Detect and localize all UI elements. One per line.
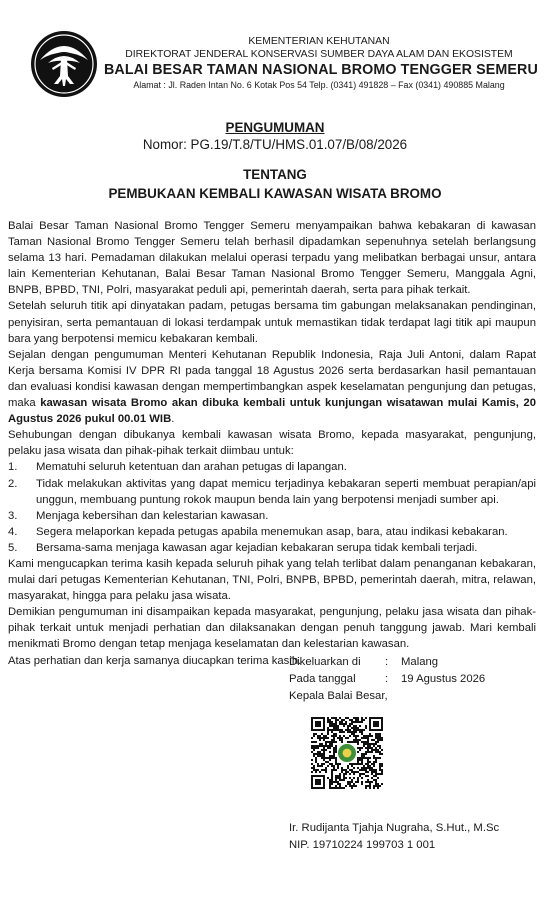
list-item bbox=[8, 524, 536, 540]
paragraph-final-thanks: Atas perhatian dan kerja samanya diucapkan terima kasih. bbox=[8, 654, 302, 667]
list-item-text: Menjaga kebersihan dan kelestarian kawasan. bbox=[36, 509, 269, 522]
list-item bbox=[8, 476, 536, 508]
paragraph-reopening bbox=[8, 347, 536, 427]
list-item-number: 3. bbox=[8, 509, 18, 522]
date-label: Pada tanggal bbox=[289, 673, 356, 685]
paragraph-appeal: Sehubungan dengan dibukanya kembali kawasan wisata Bromo, kepada masyarakat, pengunjung, pelaku jasa wisata dan pihak-pihak terkait diimbau untuk: bbox=[8, 429, 536, 458]
list-item-number: 4. bbox=[8, 525, 18, 538]
list-item-number: 2. bbox=[8, 477, 18, 490]
signature-block bbox=[289, 654, 485, 705]
signer-block bbox=[289, 820, 499, 854]
announcement-heading: PENGUMUMAN bbox=[225, 120, 325, 135]
paragraph-cooling: Setelah seluruh titik api dinyatakan padam, petugas bersama tim gabungan melaksanakan pendinginan, penyisiran, serta pemantauan di lokasi terdampak untuk memastikan tidak terdapat lagi titik api maupun bara yang berpotensi memicu kebakaran kembali. bbox=[8, 300, 536, 345]
list-item-number: 5. bbox=[8, 541, 18, 554]
reopening-period: . bbox=[171, 413, 175, 426]
signer-position: Kepala Balai Besar, bbox=[289, 690, 388, 702]
date-colon: : bbox=[385, 673, 389, 685]
issued-value: Malang bbox=[401, 656, 439, 668]
paragraph-thanks-parties: Kami mengucapkan terima kasih kepada seluruh pihak yang telah terlibat dalam penanganan kebakaran, mulai dari petugas Kementerian Kehutanan, TNI, Polri, BNPB, BPBD, pemerintah daerah, mitra, relawan, masyarakat, hingga para pelaku jasa wisata. bbox=[8, 557, 536, 603]
list-item-text: Segera melaporkan kepada petugas apabila menemukan asap, bara, atau indikasi kebakaran. bbox=[36, 525, 508, 538]
list-item-text: Mematuhi seluruh ketentuan dan arahan petugas di lapangan. bbox=[36, 461, 347, 474]
paragraph-closing: Demikian pengumuman ini disampaikan kepada masyarakat, pengunjung, pelaku jasa wisata dan pihak-pihak terkait untuk menjadi perhatian dan dilaksanakan dengan penuh tanggung jawab. Mari kembali menikmati Bromo dengan tetap menjaga keselamatan dan kelestarian kawasan. bbox=[8, 606, 536, 651]
signer-name: Ir. Rudijanta Tjahja Nugraha, S.Hut., M.Sc bbox=[289, 822, 500, 834]
qr-code-signature-icon bbox=[311, 717, 383, 789]
announcement-subject: PEMBUKAAN KEMBALI KAWASAN WISATA BROMO bbox=[108, 186, 442, 201]
reopening-date-bold: kawasan wisata Bromo akan dibuka kembali untuk kunjungan wisatawan mulai Kamis, 20 Agustus 2026 pukul 00.01 WIB bbox=[8, 397, 536, 426]
issued-place-row bbox=[289, 654, 485, 671]
announcement-body bbox=[8, 218, 536, 669]
issued-date-row bbox=[289, 671, 485, 688]
list-item-number: 1. bbox=[8, 461, 18, 474]
announcement-number: Nomor: PG.19/T.8/TU/HMS.01.07/B/08/2026 bbox=[142, 137, 408, 152]
directorate-name: DIREKTORAT JENDERAL KONSERVASI SUMBER DAYA ALAM DAN EKOSISTEM bbox=[125, 48, 513, 60]
list-item bbox=[8, 540, 536, 556]
letterhead bbox=[104, 36, 538, 91]
reopening-text: Sejalan dengan pengumuman Menteri Kehutanan Republik Indonesia, Raja Juli Antoni, dalam Rapat Kerja bersama Komisi IV DPR RI pada tanggal 18 Agustus 2026 serta berdasarkan hasil pemantauan dan evaluasi kondisi kawasan dengan mempertimbangkan aspek keselamatan pengunjung dan petugas, maka bbox=[8, 348, 536, 410]
office-name: BALAI BESAR TAMAN NASIONAL BROMO TENGGER SEMERU bbox=[104, 62, 538, 78]
date-value: 19 Agustus 2026 bbox=[401, 673, 486, 685]
issued-colon: : bbox=[385, 656, 389, 668]
list-item-text: Bersama-sama menjaga kawasan agar kejadian kebakaran serupa tidak kembali terjadi. bbox=[36, 541, 478, 554]
issued-label: Dikeluarkan di bbox=[289, 656, 361, 668]
list-item-text: Tidak melakukan aktivitas yang dapat memicu terjadinya kebakaran seperti membuat perapian/api unggun, membuang puntung rokok maupun benda lain yang berpotensi menjadi sumber api. bbox=[36, 477, 536, 506]
paragraph-fire-extinguished: Balai Besar Taman Nasional Bromo Tengger Semeru menyampaikan bahwa kebakaran di kawasan Taman Nasional Bromo Tengger Semeru telah berhasil dipadamkan sepenuhnya setelah berlangsung selama 13 hari. Pemadaman dilakukan melalui operasi terpadu yang melibatkan berbagai unsur, antara lain Kementerian Kehutanan, Balai Besar Taman Nasional Bromo Tengger Semeru, Manggala Agni, BNPB, BPBD, TNI, Polri, masyarakat peduli api, pemerintah daerah, serta para pihak terkait. bbox=[8, 220, 536, 297]
announcement-about: TENTANG bbox=[243, 167, 307, 182]
office-address: Alamat : Jl. Raden Intan No. 6 Kotak Pos 54 Telp. (0341) 491828 – Fax (0341) 490885 Malang bbox=[133, 80, 505, 90]
list-item bbox=[8, 508, 536, 524]
signer-nip: NIP. 19710224 199703 1 001 bbox=[289, 839, 436, 851]
tree-emblem-icon bbox=[30, 30, 98, 98]
appeal-list bbox=[8, 459, 536, 556]
ministry-name: KEMENTERIAN KEHUTANAN bbox=[248, 36, 390, 47]
list-item bbox=[8, 459, 536, 475]
